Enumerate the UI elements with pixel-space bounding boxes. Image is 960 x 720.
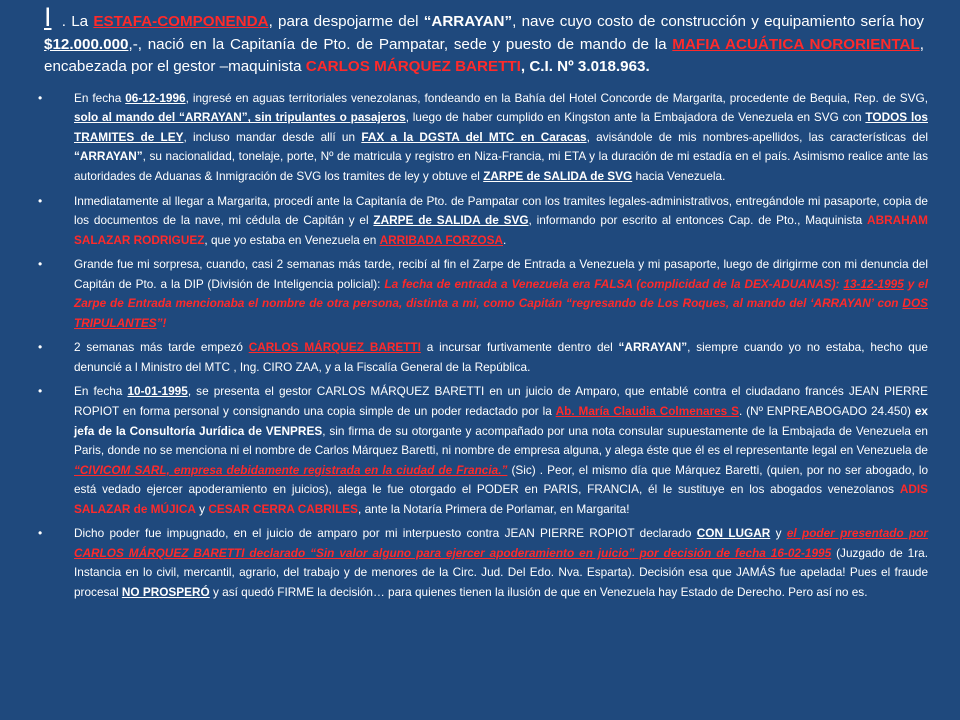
emphasis-run: ESTAFA-COMPONENDA	[93, 13, 269, 30]
text-run: Dicho poder fue impugnado, en el juicio de amparo por mi interpuesto contra JEAN PIERRE ROPIOT declarado	[74, 526, 697, 541]
text-run: , ingresé en aguas territoriales venezolanas, fondeando en la Bahía del Hotel Concorde de Margarita, procedente de Bequia, Rep. de SVG,	[185, 90, 928, 105]
emphasis-run: MAFIA ACUÁTICA NORORIENTAL	[672, 35, 920, 53]
emphasis-run: La fecha de entrada a Venezuela era FALSA (complicidad de la DEX-ADUANAS):	[384, 276, 844, 291]
emphasis-run: 10-01-1995	[127, 384, 188, 399]
emphasis-run: Ab. María Claudia Colmenares S	[555, 403, 739, 418]
text-run: , que yo estaba en Venezuela en	[204, 232, 380, 247]
text-run: ,-, nació en la Capitanía de Pto. de Pampatar, sede y puesto de mando de la	[128, 35, 673, 53]
emphasis-run: ”!	[156, 315, 167, 330]
text-run: 2 semanas más tarde empezó	[74, 340, 249, 355]
emphasis-run: 06-12-1996	[125, 90, 186, 105]
bullet-item	[44, 89, 928, 187]
text-run: y así quedó FIRME la decisión… para quienes tienen la ilusión de que en Venezuela hay Estado de Derecho. Pero así no es.	[209, 584, 868, 599]
text-run: . La	[61, 13, 94, 30]
text-run: , nave cuyo costo de construcción y equipamiento sería hoy	[512, 13, 924, 30]
text-run: En fecha	[74, 90, 126, 105]
text-run: , luego de haber cumplido en Kingston ante la Embajadora de Venezuela en SVG con	[405, 110, 866, 125]
emphasis-run: “CIVICOM SARL, empresa debidamente registrada en la ciudad de Francia.”	[74, 462, 508, 477]
emphasis-run: ex jefa de la Consultoría Jurídica de VENPRES	[74, 403, 928, 438]
text-run: , incluso mandar desde allí un	[183, 129, 362, 144]
text-run: Grande fue mi sorpresa, cuando, casi 2 semanas más tarde, recibí al fin el Zarpe de Entrada a Venezuela y mi pasaporte, luego de dirigirme con mi denuncia del Capitán de Pto. a la DIP (División de Inteligencia policial):	[74, 257, 928, 291]
bullet-item	[44, 524, 928, 602]
emphasis-run: “ARRAYAN”	[74, 149, 143, 164]
emphasis-run: ZARPE de SALIDA de SVG	[373, 213, 529, 228]
bullet-list	[44, 89, 928, 603]
emphasis-run: solo al mando del “ARRAYAN”, sin tripulantes o pasajeros	[74, 110, 406, 125]
text-run: y	[770, 526, 787, 541]
text-run: En fecha	[74, 384, 128, 399]
text-run: Inmediatamente al llegar a Margarita, procedí ante la Capitanía de Pto. de Pampatar con los tramites legales-administrativos, entregándole mi pasaporte, copia de los documentos de la nave, mi cédula de Capitán y el	[74, 193, 928, 228]
text-run: , se presenta el gestor CARLOS MÁRQUEZ BARETTI en un juicio de Amparo, que entablé contra el ciudadano francés JEAN PIERRE ROPIOT en forma personal y consignando una copia simple de un poder redactado por la	[74, 384, 929, 418]
emphasis-run: 13-12-1995	[843, 276, 904, 291]
slide-title	[44, 2, 924, 79]
text-run: , ante la Notaría Primera de Porlamar, en Margarita!	[358, 501, 630, 516]
emphasis-run: CON LUGAR	[696, 526, 771, 541]
text-run: , avisándole de mis nombres-apellidos, las características del	[586, 129, 928, 144]
text-run: .	[503, 232, 507, 247]
emphasis-run: CARLOS MÁRQUEZ BARETTI	[248, 340, 421, 355]
bullet-item	[44, 255, 928, 333]
text-run: a incursar furtivamente dentro del	[420, 340, 619, 355]
text-run: , informando por escrito al entonces Cap. de Pto., Maquinista	[528, 213, 868, 228]
emphasis-run: NO PROSPERÓ	[121, 584, 210, 599]
title-numeral: I	[44, 2, 52, 32]
text-run: , sin firma de su otorgante y acompañado por una nota consular supuestamente de la Embajada de Venezuela en Paris, donde no se menciona ni el nombre de Carlos Márquez Baretti, ni nombre de empresa alguna, y alega éste que él es el representante legal en Venezuela de	[74, 423, 928, 458]
emphasis-run: ZARPE de SALIDA de SVG	[483, 168, 633, 183]
emphasis-run: “ARRAYAN”	[618, 340, 688, 355]
emphasis-run: y el Zarpe de Entrada mencionaba el nombre de otra persona, distinta a mi, como Capitán “regresando de Los Roques, al mando del ‘ARRAYAN’ con	[74, 276, 929, 311]
text-run: , para despojarme del	[268, 13, 424, 30]
emphasis-run: DOS TRIPULANTES	[74, 296, 928, 330]
text-run: , encabezada por el gestor –maquinista	[44, 35, 924, 76]
text-run: y	[195, 501, 209, 516]
emphasis-run: CESAR CERRA CABRILES	[208, 501, 359, 516]
emphasis-run: TODOS los TRAMITES de LEY	[74, 110, 928, 144]
bullet-item	[44, 192, 928, 251]
emphasis-run: ABRAHAM SALAZAR RODRIGUEZ	[74, 213, 928, 247]
emphasis-run: “ARRAYAN”	[423, 13, 513, 30]
text-run: hacia Venezuela.	[632, 168, 726, 183]
emphasis-run: $12.000.000	[44, 35, 129, 53]
emphasis-run: , C.I. Nº 3.018.963.	[520, 58, 650, 76]
bullet-item	[44, 382, 928, 519]
emphasis-run: CARLOS MÁRQUEZ BARETTI	[305, 58, 521, 76]
text-run: . (Nº ENPREABOGADO 24.450)	[739, 403, 915, 418]
emphasis-run: FAX a la DGSTA del MTC en Caracas	[361, 129, 587, 144]
text-run: (Juzgado de 1ra. Instancia en lo civil, mercantil, agrario, del trabajo y de menores de la Circ. Jud. Del Edo. Nva. Esparta). Decisión esa que JAMÁS fue apelada! Pues el fraude procesal	[74, 545, 929, 599]
text-run: (Sic) . Peor, el mismo día que Márquez Baretti, (quien, por no ser abogado, lo está vedado ejercer apoderamiento en juicios), alega le fue otorgado el PODER en PARIS, FRANCIA, él le sustituye en los abogados venezolanos	[74, 462, 929, 497]
text-run: , siempre cuando yo no estaba, hecho que denuncié a l Ministro del MTC , Ing. CIRO ZAA, y a la Fiscalía General de la República.	[74, 340, 928, 374]
text-run: , su nacionalidad, tonelaje, porte, Nº de matricula y registro en Niza-Francia, mi ETA y la duración de mi estadía en el país. Asimismo realice ante las autoridades de Aduanas & Inmigración de SVG los tramites de ley y obtuve el	[74, 149, 928, 183]
bullet-item	[44, 338, 928, 377]
emphasis-run: el poder presentado por CARLOS MÁRQUEZ BARETTI declarado “Sin valor alguno para ejercer apoderamiento en juicio” por decisión de fecha 16-02-1995	[74, 526, 929, 560]
emphasis-run: ARRIBADA FORZOSA	[379, 232, 503, 247]
emphasis-run: ADIS SALAZAR de MÚJICA	[74, 482, 928, 516]
